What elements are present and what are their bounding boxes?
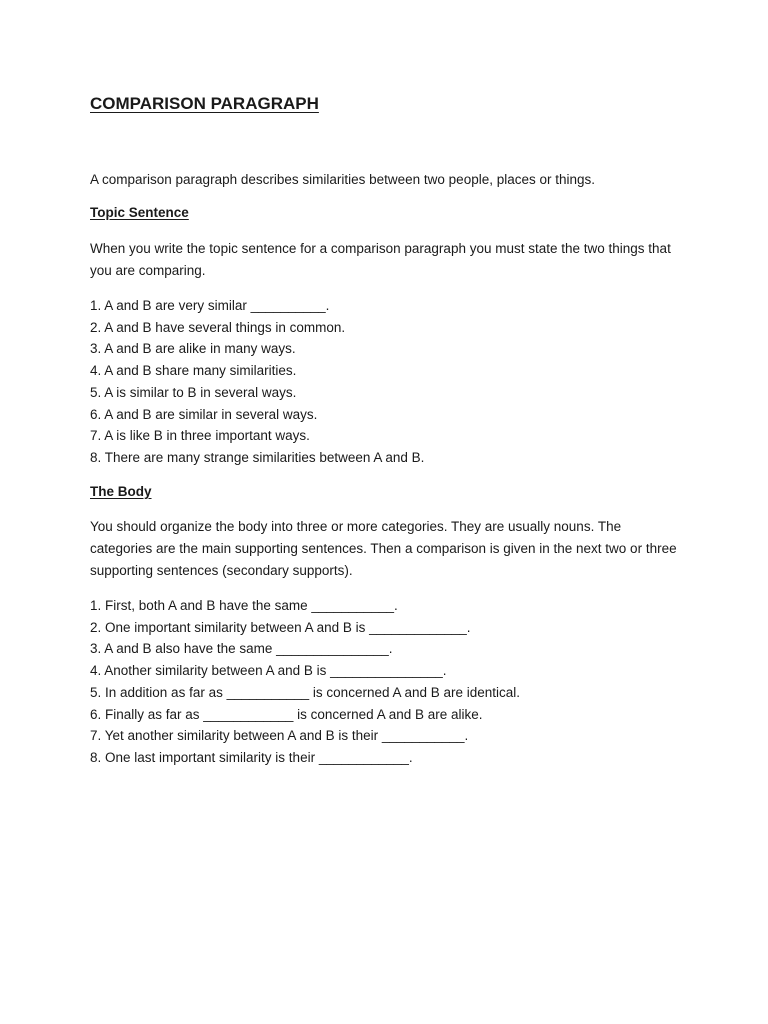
list-item: 3. A and B are alike in many ways. <box>90 341 296 357</box>
document-title: COMPARISON PARAGRAPH <box>90 94 319 113</box>
body-paragraph: You should organize the body into three or more categories. They are usually nouns. The categories are the main supporting sentences. Then a comparison is given in the next two or three supporting sentences (secondary supports). <box>90 519 677 578</box>
list-item: 3. A and B also have the same _______________. <box>90 641 393 657</box>
list-item: 4. A and B share many similarities. <box>90 363 297 379</box>
list-item: 7. A is like B in three important ways. <box>90 428 310 444</box>
list-item: 5. In addition as far as ___________ is concerned A and B are identical. <box>90 684 521 700</box>
intro-paragraph: A comparison paragraph describes similarities between two people, places or things. <box>90 172 596 187</box>
list-item: 6. A and B are similar in several ways. <box>90 406 318 422</box>
list-item: 7. Yet another similarity between A and B is their ___________. <box>90 728 469 744</box>
list-item: 4. Another similarity between A and B is _______________. <box>90 663 447 679</box>
topic-sentence-paragraph: When you write the topic sentence for a comparison paragraph you must state the two things that you are comparing. <box>90 241 671 278</box>
list-item: 1. A and B are very similar __________. <box>90 298 330 313</box>
body-list <box>90 595 690 769</box>
list-item: 8. There are many strange similarities between A and B. <box>90 449 425 465</box>
topic-sentence-list <box>90 295 690 469</box>
list-item: 6. Finally as far as ____________ is concerned A and B are alike. <box>90 706 483 722</box>
list-item: 5. A is similar to B in several ways. <box>90 384 297 400</box>
body-heading: The Body <box>90 484 152 499</box>
list-item: 1. First, both A and B have the same ___________. <box>90 598 398 613</box>
list-item: 2. One important similarity between A and B is _____________. <box>90 619 471 635</box>
list-item: 8. One last important similarity is their ____________. <box>90 749 413 765</box>
topic-sentence-heading: Topic Sentence <box>90 205 189 220</box>
list-item: 2. A and B have several things in common. <box>90 319 346 335</box>
